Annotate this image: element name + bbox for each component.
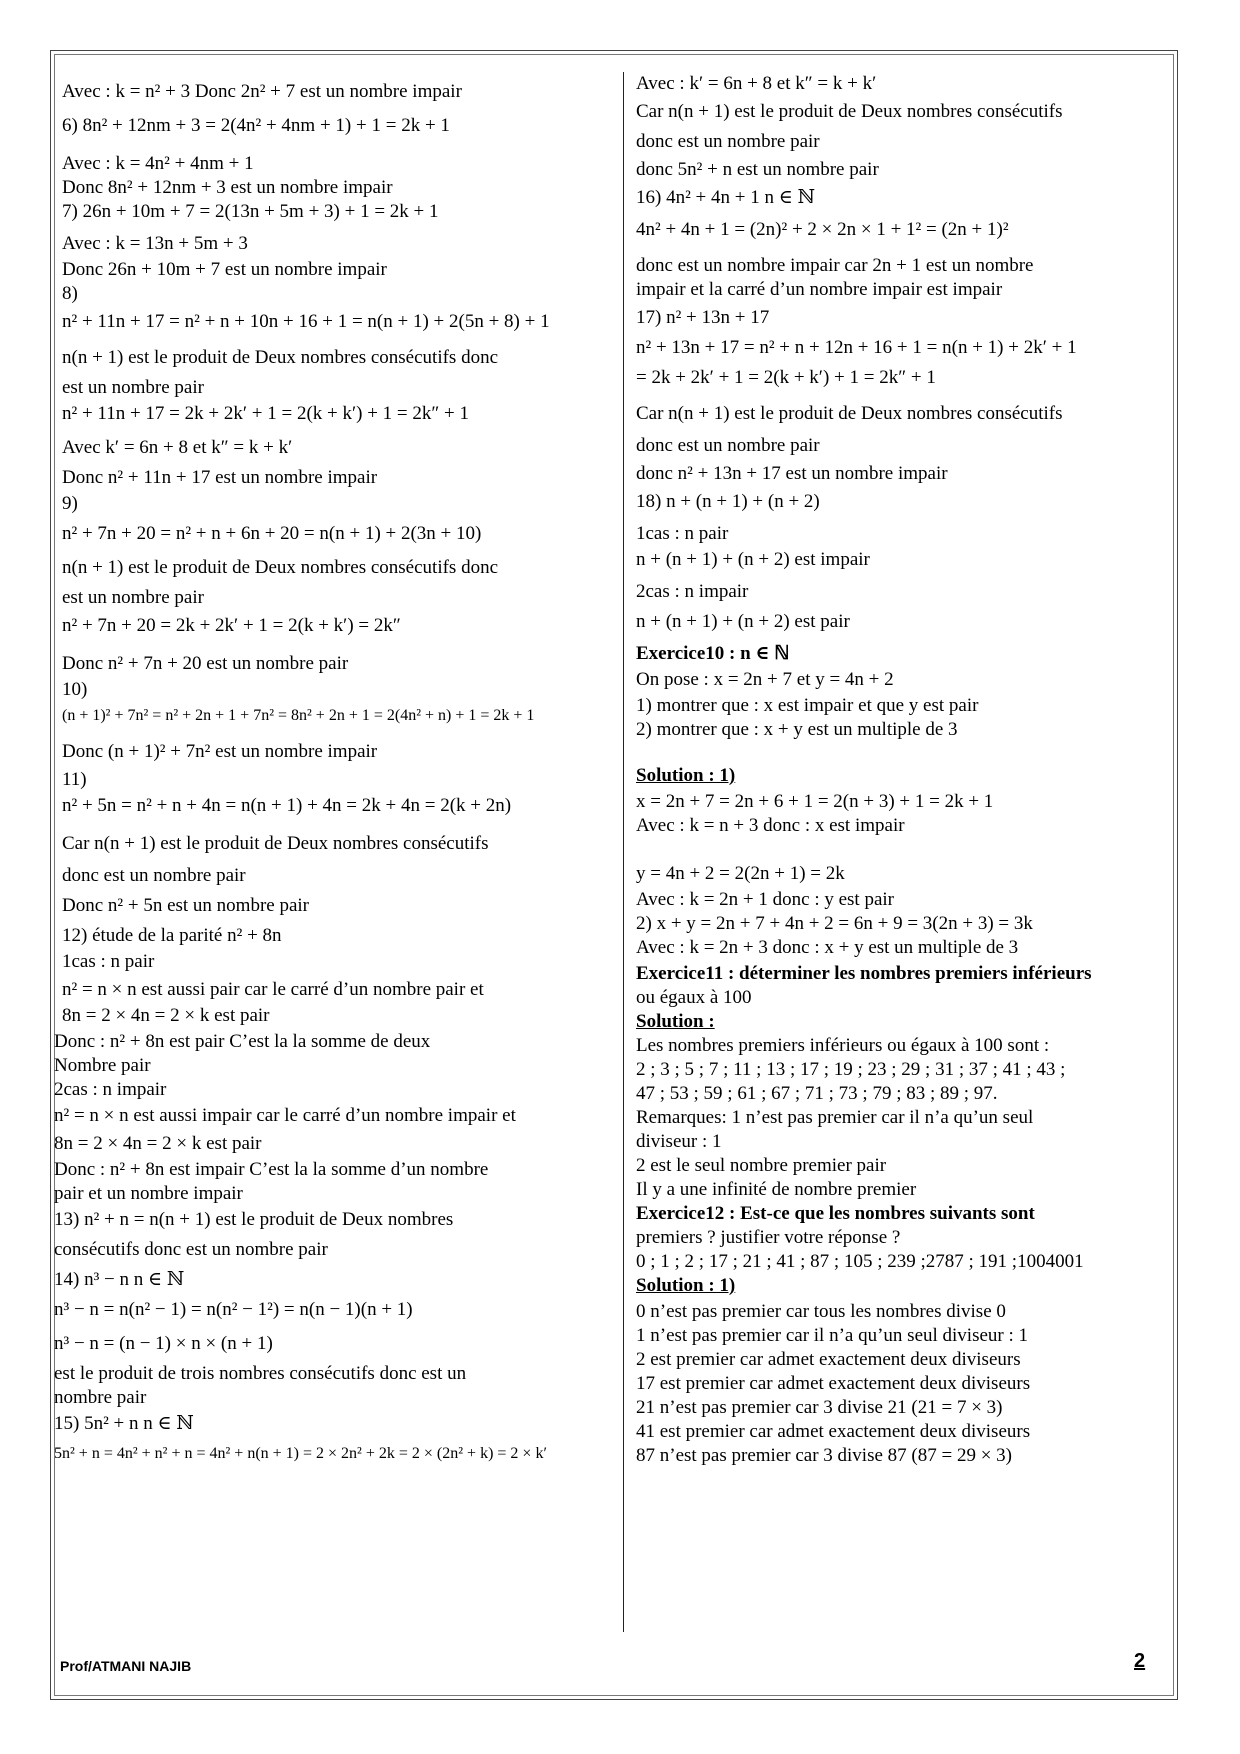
line: nombre pair xyxy=(54,1387,147,1408)
line: 4n² + 4n + 1 = (2n)² + 2 × 2n × 1 + 1² = (2n + 1)² xyxy=(636,219,1009,240)
line: premiers ? justifier votre réponse ? xyxy=(636,1227,901,1248)
line: Avec k′ = 6n + 8 et k″ = k + k′ xyxy=(62,437,293,458)
line: donc est un nombre pair xyxy=(636,131,820,152)
line: est le produit de trois nombres consécutifs donc est un xyxy=(54,1363,467,1384)
line: Il y a une infinité de nombre premier xyxy=(636,1179,917,1200)
line: donc est un nombre pair xyxy=(636,435,820,456)
line: 2) montrer que : x + y est un multiple de 3 xyxy=(636,719,958,740)
line: Donc n² + 5n est un nombre pair xyxy=(62,895,309,916)
line: 10) xyxy=(62,679,88,700)
page-number: 2 xyxy=(1134,1650,1146,1672)
line: Donc 26n + 10m + 7 est un nombre impair xyxy=(62,259,387,280)
line: n + (n + 1) + (n + 2) est pair xyxy=(636,611,850,632)
line: 2) x + y = 2n + 7 + 4n + 2 = 6n + 9 = 3(2n + 3) = 3k xyxy=(636,913,1033,934)
footer-author: Prof/ATMANI NAJIB xyxy=(60,1658,192,1674)
line: donc n² + 13n + 17 est un nombre impair xyxy=(636,463,948,484)
line: n + (n + 1) + (n + 2) est impair xyxy=(636,549,870,570)
line: 13) n² + n = n(n + 1) est le produit de Deux nombres xyxy=(54,1209,454,1230)
line: 7) 26n + 10m + 7 = 2(13n + 5m + 3) + 1 = 2k + 1 xyxy=(62,201,439,222)
line: 2 est premier car admet exactement deux diviseurs xyxy=(636,1349,1021,1370)
line: 0 n’est pas premier car tous les nombres divise 0 xyxy=(636,1301,1006,1322)
line: 8n = 2 × 4n = 2 × k est pair xyxy=(54,1133,262,1154)
line: Donc : n² + 8n est pair C’est la la somme de deux xyxy=(54,1031,431,1052)
line: n² + 11n + 17 = 2k + 2k′ + 1 = 2(k + k′) + 1 = 2k″ + 1 xyxy=(62,403,470,424)
line: 11) xyxy=(62,769,87,790)
exercise10-title: Exercice10 : n ∈ ℕ xyxy=(636,643,790,664)
line: 8) xyxy=(62,283,78,304)
line: est un nombre pair xyxy=(62,587,204,608)
remarques-line: Remarques: 1 n’est pas premier car il n’a qu’un seul xyxy=(636,1107,1034,1128)
solution-heading: Solution : xyxy=(636,1011,715,1032)
line: 41 est premier car admet exactement deux diviseurs xyxy=(636,1421,1031,1442)
line: ou égaux à 100 xyxy=(636,987,752,1008)
line: pair et un nombre impair xyxy=(54,1183,243,1204)
line: Avec : k = n² + 3 Donc 2n² + 7 est un nombre impair xyxy=(62,81,462,102)
line: n² + 5n = n² + n + 4n = n(n + 1) + 4n = 2k + 4n = 2(k + 2n) xyxy=(62,795,512,816)
line: n² + 11n + 17 = n² + n + 10n + 16 + 1 = n(n + 1) + 2(5n + 8) + 1 xyxy=(62,311,550,332)
line: Donc 8n² + 12nm + 3 est un nombre impair xyxy=(62,177,393,198)
exercise11-title: Exercice11 : déterminer les nombres premiers inférieurs xyxy=(636,963,1092,984)
line: n² + 7n + 20 = n² + n + 6n + 20 = n(n + 1) + 2(3n + 10) xyxy=(62,523,482,544)
line: Donc n² + 11n + 17 est un nombre impair xyxy=(62,467,378,488)
line: 6) 8n² + 12nm + 3 = 2(4n² + 4nm + 1) + 1 = 2k + 1 xyxy=(62,115,450,136)
line: Avec : k = n + 3 donc : x est impair xyxy=(636,815,905,836)
line: 12) étude de la parité n² + 8n xyxy=(62,925,282,946)
line: Avec : k = 2n + 3 donc : x + y est un multiple de 3 xyxy=(636,937,1019,958)
line: Car n(n + 1) est le produit de Deux nombres consécutifs xyxy=(636,101,1063,122)
line: n³ − n = (n − 1) × n × (n + 1) xyxy=(54,1333,273,1354)
line: On pose : x = 2n + 7 et y = 4n + 2 xyxy=(636,669,894,690)
line: 17) n² + 13n + 17 xyxy=(636,307,770,328)
solution-heading: Solution : 1) xyxy=(636,1275,736,1296)
exercise12-title: Exercice12 : Est-ce que les nombres suivants sont xyxy=(636,1203,1035,1224)
line: Avec : k = 13n + 5m + 3 xyxy=(62,233,248,254)
line: 17 est premier car admet exactement deux diviseurs xyxy=(636,1373,1031,1394)
line: 47 ; 53 ; 59 ; 61 ; 67 ; 71 ; 73 ; 79 ; 83 ; 89 ; 97. xyxy=(636,1083,998,1104)
line: 1cas : n pair xyxy=(62,951,155,972)
line: 1 n’est pas premier car il n’a qu’un seul diviseur : 1 xyxy=(636,1325,1029,1346)
line: impair et la carré d’un nombre impair est impair xyxy=(636,279,1003,300)
line: = 2k + 2k′ + 1 = 2(k + k′) + 1 = 2k″ + 1 xyxy=(636,367,936,388)
line: Les nombres premiers inférieurs ou égaux à 100 sont : xyxy=(636,1035,1050,1056)
line: 15) 5n² + n n ∈ ℕ xyxy=(54,1413,194,1434)
line: y = 4n + 2 = 2(2n + 1) = 2k xyxy=(636,863,845,884)
line: 1cas : n pair xyxy=(636,523,729,544)
line: donc est un nombre impair car 2n + 1 est un nombre xyxy=(636,255,1034,276)
line: n² + 7n + 20 = 2k + 2k′ + 1 = 2(k + k′) = 2k″ xyxy=(62,615,401,636)
line: Donc n² + 7n + 20 est un nombre pair xyxy=(62,653,349,674)
line: Nombre pair xyxy=(54,1055,151,1076)
line: 21 n’est pas premier car 3 divise 21 (21 = 7 × 3) xyxy=(636,1397,1003,1418)
column-divider xyxy=(623,72,624,1632)
line: 8n = 2 × 4n = 2 × k est pair xyxy=(62,1005,270,1026)
line: 2cas : n impair xyxy=(54,1079,167,1100)
line: Car n(n + 1) est le produit de Deux nombres consécutifs xyxy=(636,403,1063,424)
line: donc 5n² + n est un nombre pair xyxy=(636,159,879,180)
line: (n + 1)² + 7n² = n² + 2n + 1 + 7n² = 8n² + 2n + 1 = 2(4n² + n) + 1 = 2k + 1 xyxy=(62,707,535,724)
line: n² + 13n + 17 = n² + n + 12n + 16 + 1 = n(n + 1) + 2k′ + 1 xyxy=(636,337,1077,358)
line: Avec : k = 2n + 1 donc : y est pair xyxy=(636,889,894,910)
line: 2 ; 3 ; 5 ; 7 ; 11 ; 13 ; 17 ; 19 ; 23 ; 29 ; 31 ; 37 ; 41 ; 43 ; xyxy=(636,1059,1066,1080)
line: 2 est le seul nombre premier pair xyxy=(636,1155,887,1176)
line: est un nombre pair xyxy=(62,377,204,398)
line: consécutifs donc est un nombre pair xyxy=(54,1239,328,1260)
solution-heading: Solution : 1) xyxy=(636,765,736,786)
line: n² = n × n est aussi impair car le carré d’un nombre impair et xyxy=(54,1105,516,1126)
line: Donc : n² + 8n est impair C’est la la somme d’un nombre xyxy=(54,1159,489,1180)
line: Avec : k = 4n² + 4nm + 1 xyxy=(62,153,254,174)
line: diviseur : 1 xyxy=(636,1131,722,1152)
line: 18) n + (n + 1) + (n + 2) xyxy=(636,491,820,512)
line: n² = n × n est aussi pair car le carré d’un nombre pair et xyxy=(62,979,484,1000)
line: x = 2n + 7 = 2n + 6 + 1 = 2(n + 3) + 1 = 2k + 1 xyxy=(636,791,994,812)
line: n³ − n = n(n² − 1) = n(n² − 1²) = n(n − 1)(n + 1) xyxy=(54,1299,413,1320)
line: 14) n³ − n n ∈ ℕ xyxy=(54,1269,185,1290)
line: 1) montrer que : x est impair et que y est pair xyxy=(636,695,979,716)
line: donc est un nombre pair xyxy=(62,865,246,886)
line: 16) 4n² + 4n + 1 n ∈ ℕ xyxy=(636,187,815,208)
line: Car n(n + 1) est le produit de Deux nombres consécutifs xyxy=(62,833,489,854)
line: 9) xyxy=(62,493,78,514)
line: 2cas : n impair xyxy=(636,581,749,602)
line: Avec : k′ = 6n + 8 et k″ = k + k′ xyxy=(636,73,877,94)
line: 87 n’est pas premier car 3 divise 87 (87 = 29 × 3) xyxy=(636,1445,1013,1466)
line: Donc (n + 1)² + 7n² est un nombre impair xyxy=(62,741,378,762)
line: 0 ; 1 ; 2 ; 17 ; 21 ; 41 ; 87 ; 105 ; 239 ;2787 ; 191 ;1004001 xyxy=(636,1251,1084,1272)
line: n(n + 1) est le produit de Deux nombres consécutifs donc xyxy=(62,347,498,368)
line: n(n + 1) est le produit de Deux nombres consécutifs donc xyxy=(62,557,498,578)
line: 5n² + n = 4n² + n² + n = 4n² + n(n + 1) = 2 × 2n² + 2k = 2 × (2n² + k) = 2 × k′ xyxy=(54,1445,547,1462)
